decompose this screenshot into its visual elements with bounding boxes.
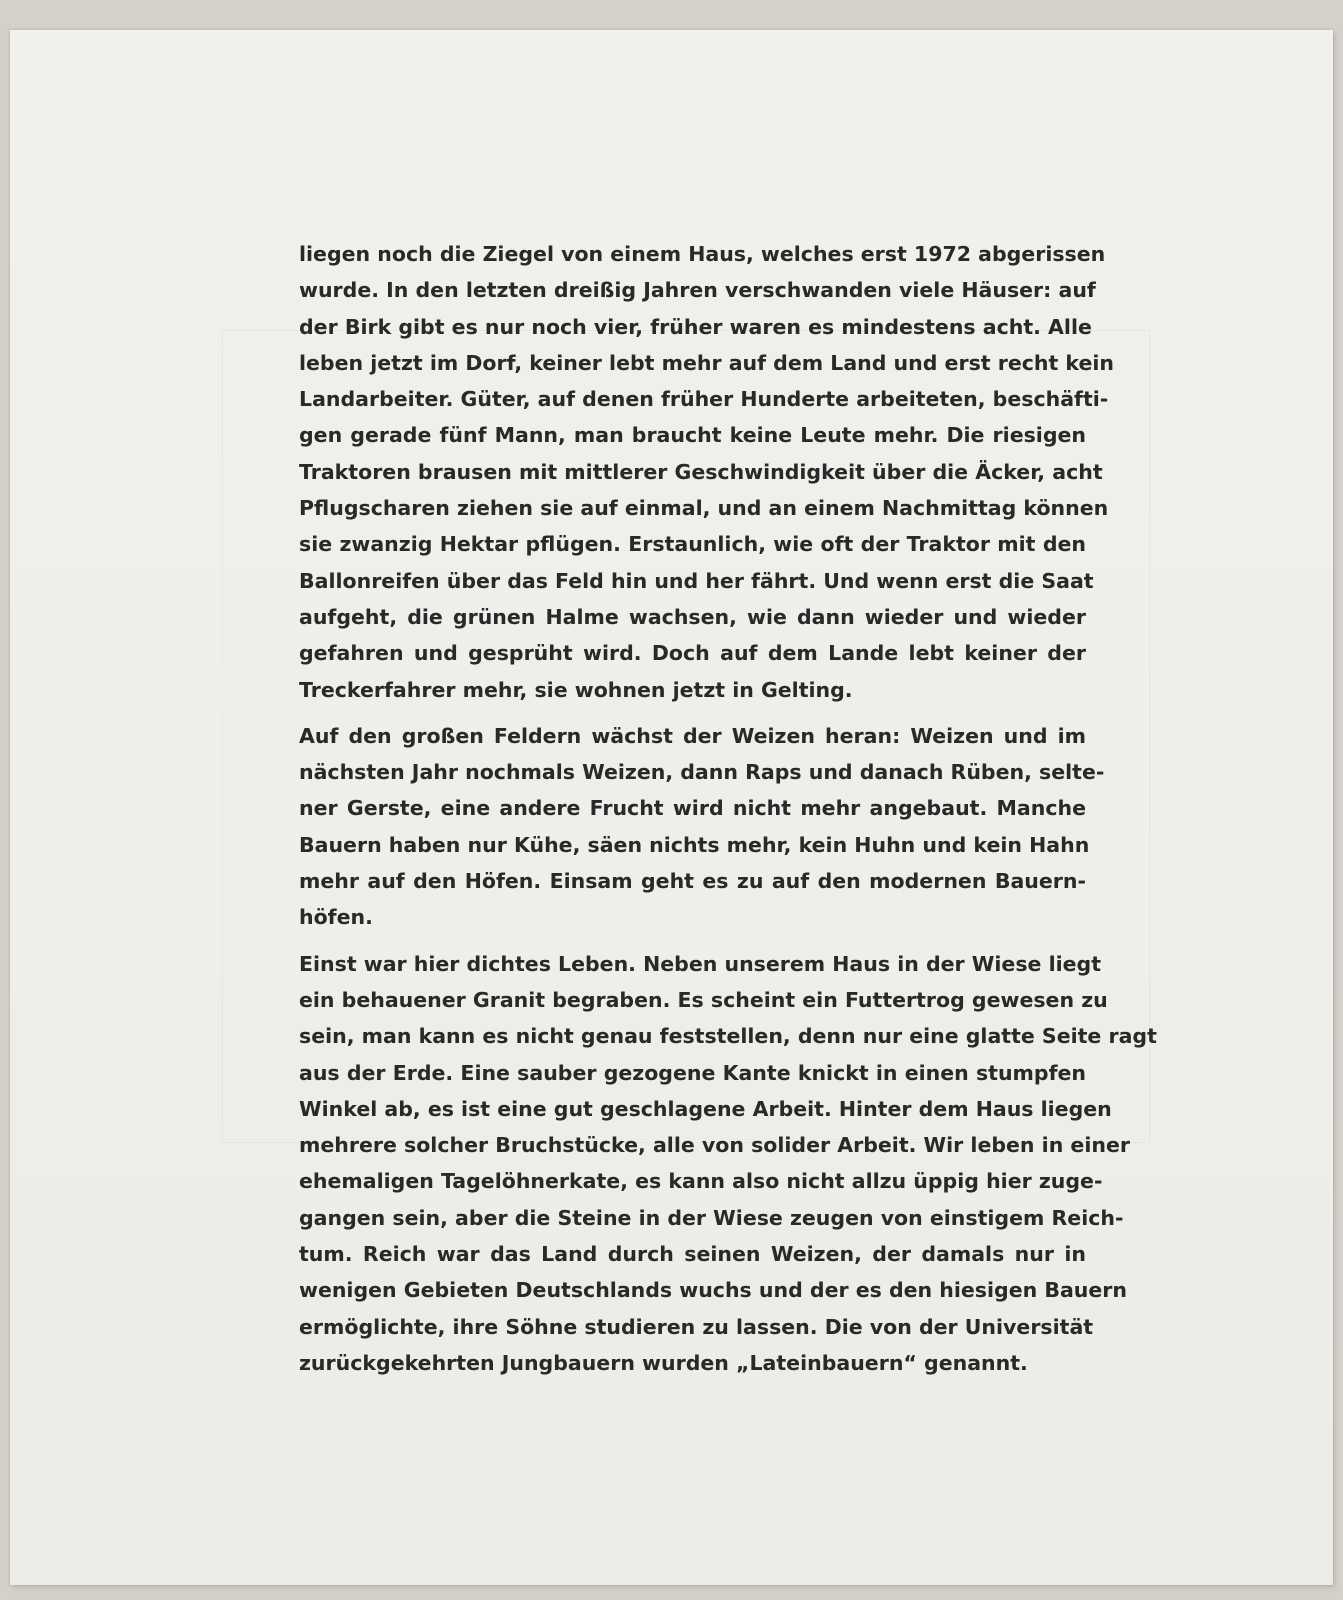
text-line: Bauern haben nur Kühe, säen nichts mehr, kein Huhn und kein Hahn (299, 832, 1090, 857)
text-line: mehrere solcher Bruchstücke, alle von solider Arbeit. Wir leben in einer (299, 1133, 1130, 1158)
paragraph-2 (299, 718, 1105, 936)
text-line: liegen noch die Ziegel von einem Haus, welches erst 1972 abgerissen (299, 242, 1106, 266)
text-line: Landarbeiter. Güter, auf denen früher Hunderte arbeiteten, beschäfti- (299, 387, 1109, 412)
text-line: leben jetzt im Dorf, keiner lebt mehr auf dem Land und erst recht kein (299, 350, 1115, 375)
text-line: gangen sein, aber die Steine in der Wiese zeugen von einstigem Reich- (299, 1205, 1124, 1230)
text-line: aufgeht, die grünen Halme wachsen, wie dann wieder und wieder (299, 604, 1086, 629)
text-line: Pflugscharen ziehen sie auf einmal, und an einem Nachmittag können (299, 496, 1109, 521)
text-line: wenigen Gebieten Deutschlands wuchs und der es den hiesigen Bauern (299, 1278, 1127, 1303)
paragraph-1 (299, 236, 1115, 708)
text-line: tum. Reich war das Land durch seinen Weizen, der damals nur in (299, 1242, 1086, 1267)
text-line: Treckerfahrer mehr, sie wohnen jetzt in Gelting. (299, 677, 853, 702)
paper-sheet (10, 30, 1333, 1585)
text-line: Auf den großen Feldern wächst der Weizen heran: Weizen und im (299, 723, 1086, 748)
text-line: gen gerade fünf Mann, man braucht keine Leute mehr. Die riesigen (299, 423, 1086, 448)
paragraph-3 (299, 946, 1157, 1382)
text-line: Winkel ab, es ist eine gut geschlagene Arbeit. Hinter dem Haus liegen (299, 1096, 1112, 1121)
text-line: gefahren und gesprüht wird. Doch auf dem Lande lebt keiner der (299, 641, 1086, 666)
text-line: ehemaligen Tagelöhnerkate, es kann also nicht allzu üppig hier zuge- (299, 1169, 1103, 1194)
text-line: aus der Erde. Eine sauber gezogene Kante knickt in einen stumpfen (299, 1060, 1086, 1085)
text-line: höfen. (299, 905, 373, 930)
text-line: der Birk gibt es nur noch vier, früher waren es mindestens acht. Alle (299, 314, 1092, 339)
text-line: sein, man kann es nicht genau feststellen, denn nur eine glatte Seite ragt (299, 1024, 1157, 1049)
text-line: Ballonreifen über das Feld hin und her fährt. Und wenn erst die Saat (299, 568, 1094, 593)
text-line: nächsten Jahr nochmals Weizen, dann Raps und danach Rüben, selte- (299, 760, 1105, 785)
text-line: sie zwanzig Hektar pflügen. Erstaunlich, wie oft der Traktor mit den (299, 532, 1086, 557)
text-line: Traktoren brausen mit mittlerer Geschwindigkeit über die Äcker, acht (299, 459, 1103, 484)
text-line: wurde. In den letzten dreißig Jahren verschwanden viele Häuser: auf (299, 278, 1096, 303)
text-line: ermöglichte, ihre Söhne studieren zu lassen. Die von der Universität (299, 1314, 1094, 1339)
text-line: Einst war hier dichtes Leben. Neben unserem Haus in der Wiese liegt (299, 951, 1102, 976)
text-line: ner Gerste, eine andere Frucht wird nicht mehr angebaut. Manche (299, 796, 1086, 821)
text-line: zurückgekehrten Jungbauern wurden „Lateinbauern“ genannt. (299, 1350, 1028, 1375)
text-line: ein behauener Granit begraben. Es scheint ein Futtertrog gewesen zu (299, 987, 1108, 1012)
text-block (299, 236, 1157, 1391)
text-line: mehr auf den Höfen. Einsam geht es zu auf den modernen Bauern- (299, 869, 1086, 894)
